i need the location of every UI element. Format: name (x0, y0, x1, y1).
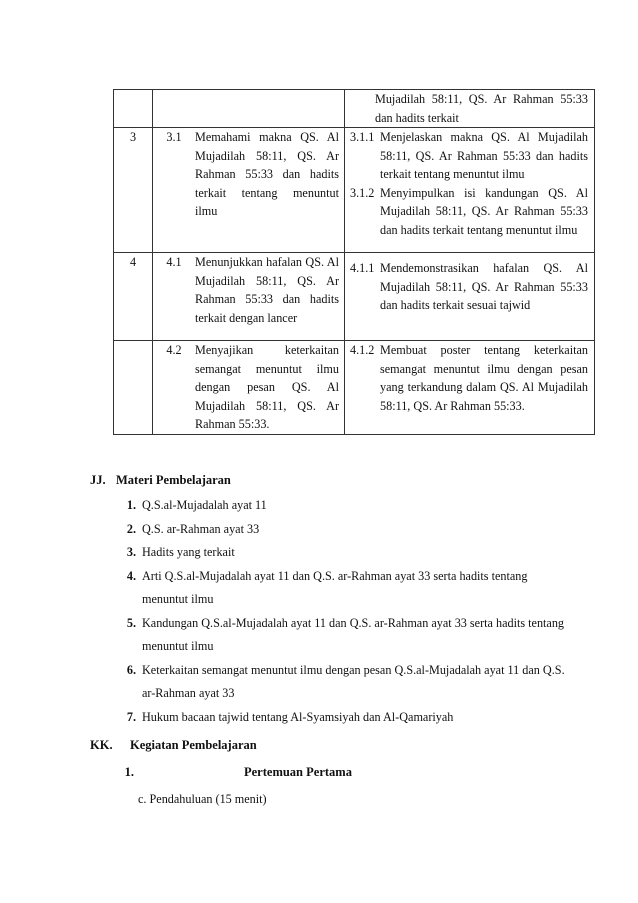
list-item (90, 706, 610, 730)
item-text: Q.S.al-Mujadalah ayat 11 (142, 498, 267, 512)
list-item (90, 518, 610, 542)
list-item (90, 494, 610, 518)
subsection-title: c. Pendahuluan (15 menit) (138, 792, 267, 806)
indicator-text: Membuat poster tentang keterkaitan semangat menuntut ilmu dengan pesan yang terkandung dalam QS. Al Mujadilah 58:11, QS. Ar Rahman 55:33. (380, 343, 588, 413)
item-number: 5. (126, 615, 136, 630)
item-number: 3. (126, 545, 136, 559)
kd-cell (153, 341, 345, 435)
item-number: 6. (126, 662, 136, 677)
kd-code: 4.1 (166, 255, 182, 269)
indicator-code: 4.1.2 (350, 343, 375, 357)
indicator-text: Menjelaskan makna QS. Al Mujadilah 58:11, QS. Ar Rahman 55:33 dan hadits terkait tentang menuntut ilmu (380, 130, 588, 181)
indicator-text: Menyimpulkan isi kandungan QS. Al Mujadilah 58:11, QS. Ar Rahman 55:33 dan hadits terkait tentang menuntut ilmu (380, 185, 588, 237)
indicator-item (345, 128, 594, 184)
kd-code: 3.1 (166, 130, 182, 144)
section-code: KK. (90, 738, 113, 752)
table-row (114, 253, 595, 341)
indicator-item (345, 184, 594, 240)
meeting-heading (90, 763, 610, 781)
section-heading (90, 471, 610, 489)
kd-text: Menunjukkan hafalan QS. Al Mujadilah 58:11, QS. Ar Rahman 55:33 dan hadits terkait dengan lancer (195, 255, 339, 325)
kd-cell (153, 253, 345, 341)
meeting-title: Pertemuan Pertama (244, 765, 352, 779)
kd-text: Menyajikan keterkaitan semangat menuntut ilmu dengan pesan QS. Al Mujadilah 58:11, QS. Ar Rahman 55:33. (195, 343, 339, 431)
list-item (90, 541, 610, 565)
item-number: 4. (126, 568, 136, 583)
kd-code: 4.2 (166, 343, 182, 357)
kd-cell (153, 128, 345, 253)
item-text: Hukum bacaan tajwid tentang Al-Syamsiyah dan Al-Qamariyah (142, 709, 454, 724)
item-number: 1. (126, 498, 136, 512)
section-title: Kegiatan Pembelajaran (130, 738, 257, 752)
item-number: 7. (126, 709, 136, 724)
section-code: JJ. (90, 473, 106, 487)
item-number: 2. (126, 521, 136, 536)
indicator-text: Mujadilah 58:11, QS. Ar Rahman 55:33 dan hadits terkait (375, 92, 588, 125)
indicator-text: Mendemonstrasikan hafalan QS. Al Mujadilah 58:11, QS. Ar Rahman 55:33 dan hadits terkait sesuai tajwid (380, 261, 588, 312)
kegiatan-section (90, 736, 610, 808)
indicator-item (345, 259, 594, 315)
item-text: Arti Q.S.al-Mujadalah ayat 11 dan Q.S. ar-Rahman ayat 33 serta hadits tentang menuntut ilmu (142, 568, 528, 606)
kd-cell (153, 90, 345, 128)
row-number: 4 (114, 253, 153, 341)
list-item (90, 565, 610, 612)
list-item (90, 659, 610, 706)
indicator-item (345, 341, 594, 415)
row-number: 3 (114, 128, 153, 253)
indicator-cell (345, 90, 595, 128)
row-number (114, 341, 153, 435)
table-row (114, 341, 595, 435)
list-item (90, 612, 610, 659)
indicator-cell (345, 128, 595, 253)
indicator-cell (345, 253, 595, 341)
indicator-cell (345, 341, 595, 435)
section-title: Materi Pembelajaran (116, 473, 231, 487)
item-text: Hadits yang terkait (142, 545, 235, 559)
row-number (114, 90, 153, 128)
competency-table (113, 89, 595, 435)
item-text: Keterkaitan semangat menuntut ilmu dengan pesan Q.S.al-Mujadalah ayat 11 dan Q.S. ar-Rahman ayat 33 (142, 662, 565, 700)
section-heading (90, 736, 610, 754)
meeting-number: 1. (124, 765, 134, 779)
materi-section (90, 471, 610, 729)
materi-list (90, 494, 610, 729)
table-row (114, 128, 595, 253)
item-text: Q.S. ar-Rahman ayat 33 (142, 521, 260, 536)
indicator-code: 3.1.1 (350, 130, 375, 144)
indicator-code: 3.1.2 (350, 185, 375, 200)
item-text: Kandungan Q.S.al-Mujadalah ayat 11 dan Q.S. ar-Rahman ayat 33 serta hadits tentang menuntut ilmu (142, 615, 565, 653)
table-row (114, 90, 595, 128)
indicator-code: 4.1.1 (350, 261, 375, 275)
kd-text: Memahami makna QS. Al Mujadilah 58:11, QS. Ar Rahman 55:33 dan hadits terkait tentang menuntut ilmu (195, 130, 339, 218)
